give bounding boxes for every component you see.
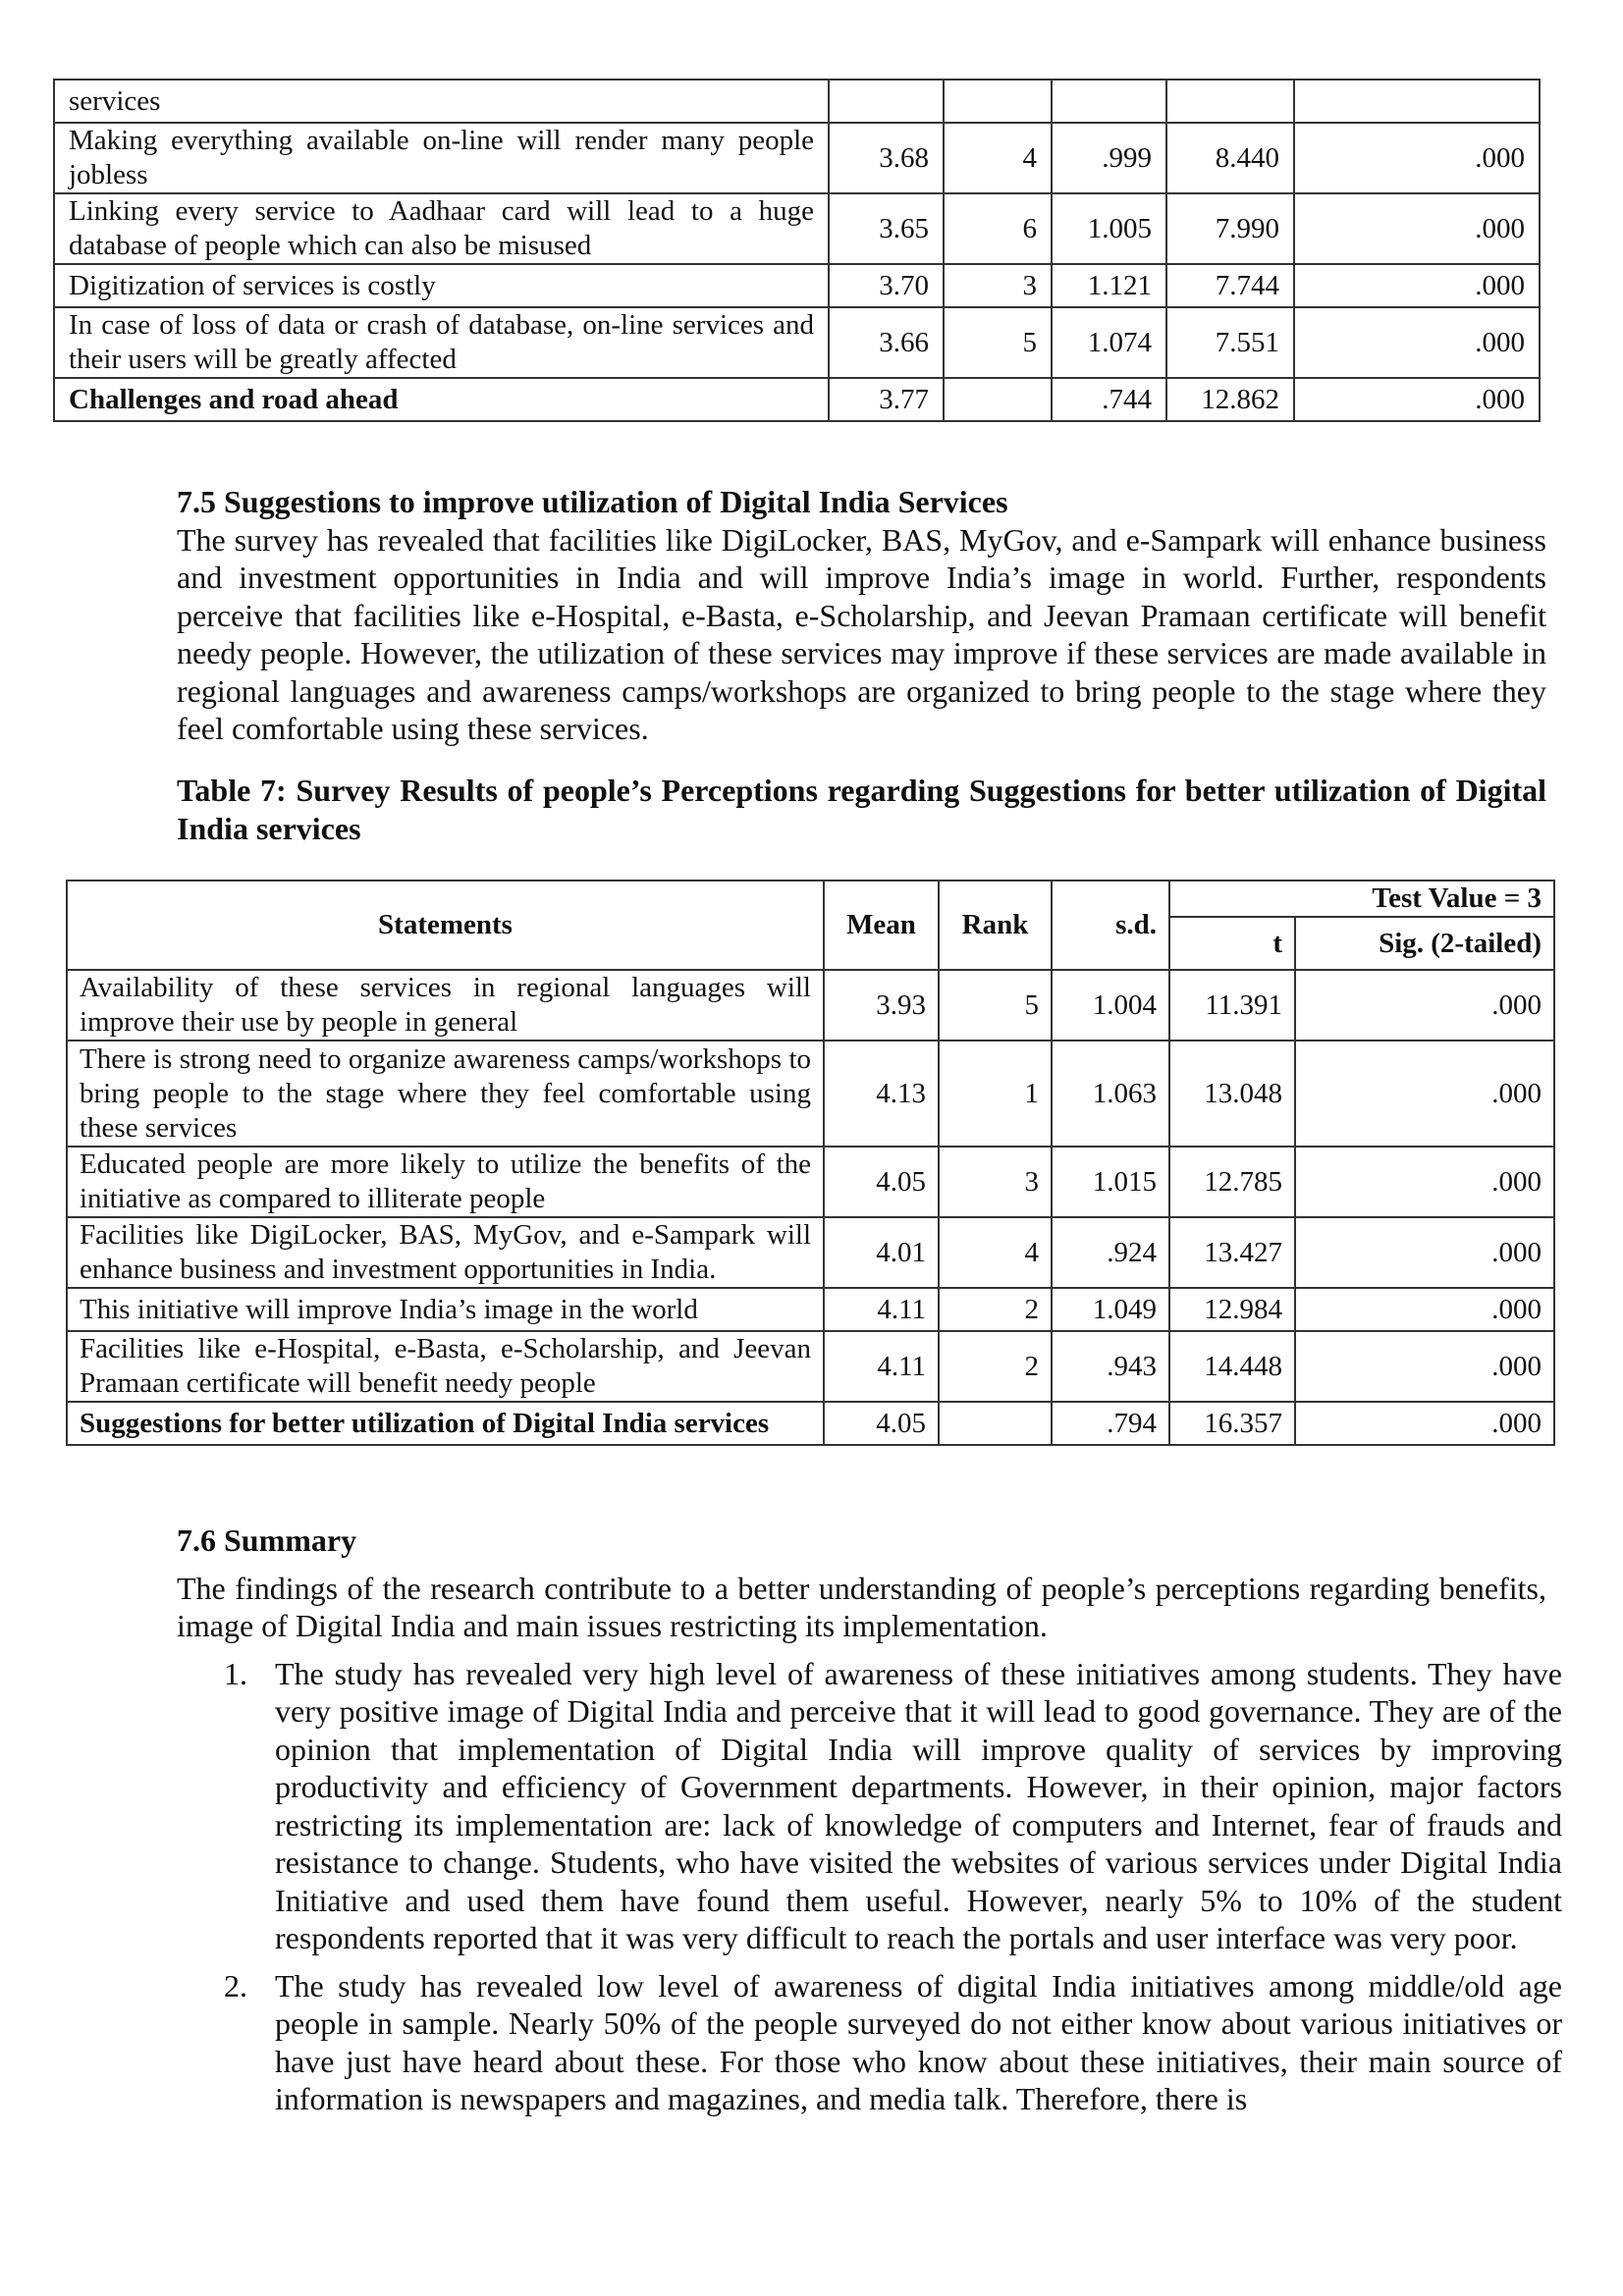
sd-cell: 1.049 (1052, 1288, 1169, 1331)
sig-cell: .000 (1295, 970, 1554, 1041)
table-row (67, 1217, 1554, 1288)
mean-cell: 3.93 (824, 970, 939, 1041)
t-cell: 7.551 (1166, 307, 1294, 378)
rank-cell (944, 378, 1052, 421)
rank-cell (944, 80, 1052, 123)
statement-cell: Linking every service to Aadhaar card will lead to a huge database of people which can also be misused (54, 193, 829, 264)
sd-cell: .943 (1052, 1331, 1169, 1402)
t-cell: 13.048 (1169, 1041, 1295, 1147)
table-7 (66, 880, 1555, 1446)
t-cell: 12.862 (1166, 378, 1294, 421)
mean-cell: 4.11 (824, 1288, 939, 1331)
sig-cell: .000 (1295, 1402, 1554, 1445)
header-sd: s.d. (1052, 881, 1169, 970)
sd-cell: .744 (1052, 378, 1166, 421)
table-row (67, 1331, 1554, 1402)
section-7-6 (177, 1522, 1562, 2128)
mean-cell (829, 80, 944, 123)
sd-cell: 1.015 (1052, 1147, 1169, 1217)
list-item-text: The study has revealed low level of awareness of digital India initiatives among middle/old age people in sample. Nearly 50% of the people surveyed do not either know about various initiatives or have just have heard about these. For those who know about these initiatives, their main source of information is newspapers and magazines, and media talk. Therefore, there is (275, 1967, 1562, 2116)
header-statements: Statements (67, 881, 824, 970)
sig-cell: .000 (1295, 1041, 1554, 1147)
sd-cell: 1.004 (1052, 970, 1169, 1041)
rank-cell: 3 (944, 264, 1052, 307)
sig-cell: .000 (1294, 264, 1540, 307)
header-sig: Sig. (2-tailed) (1295, 917, 1554, 970)
t-cell: 13.427 (1169, 1217, 1295, 1288)
rank-cell: 5 (939, 970, 1052, 1041)
t-cell: 16.357 (1169, 1402, 1295, 1445)
header-t: t (1169, 917, 1295, 970)
table-7-caption (177, 772, 1546, 847)
rank-cell: 4 (939, 1217, 1052, 1288)
paragraph: The findings of the research contribute to a better understanding of people’s perceptions regarding benefits, image of Digital India and main issues restricting its implementation. (177, 1570, 1546, 1643)
header-test-value: Test Value = 3 (1169, 881, 1554, 917)
paragraph: The survey has revealed that facilities like DigiLocker, BAS, MyGov, and e-Sampark will enhance business and investment opportunities in India and will improve India’s image in world. Further, respondents perceive that facilities like e-Hospital, e-Basta, e-Scholarship, and Jeevan Pramaan certificate will benefit needy people. However, the utilization of these services may improve if these services are made available in regional languages and awareness camps/workshops are organized to bring people to the stage where they feel comfortable using these services. (177, 521, 1546, 746)
rank-cell: 2 (939, 1288, 1052, 1331)
t-cell (1166, 80, 1294, 123)
statement-cell: services (54, 80, 829, 123)
list-item (177, 1655, 1562, 1957)
t-cell: 7.990 (1166, 193, 1294, 264)
mean-cell: 3.68 (829, 123, 944, 193)
mean-cell: 3.66 (829, 307, 944, 378)
rank-cell: 6 (944, 193, 1052, 264)
sig-cell: .000 (1294, 307, 1540, 378)
table-6-continued (53, 79, 1541, 422)
mean-cell: 4.05 (824, 1402, 939, 1445)
statement-cell: Educated people are more likely to utilize the benefits of the initiative as compared to illiterate people (67, 1147, 824, 1217)
mean-cell: 4.11 (824, 1331, 939, 1402)
section-heading: 7.5 Suggestions to improve utilization of Digital India Services (177, 484, 1008, 519)
statement-cell: Availability of these services in regional languages will improve their use by people in general (67, 970, 824, 1041)
table-row (67, 1041, 1554, 1147)
list-item-text: The study has revealed very high level of awareness of these initiatives among students. They have very positive image of Digital India and perceive that it will lead to good governance. They are of the opinion that implementation of Digital India will improve quality of services by improving productivity and efficiency of Government departments. However, in their opinion, major factors restricting its implementation are: lack of knowledge of computers and Internet, fear of frauds and resistance to change. Students, who have visited the websites of various services under Digital India Initiative and used them have found them useful. However, nearly 5% to 10% of the student respondents reported that it was very difficult to reach the portals and user interface was very poor. (275, 1655, 1562, 1955)
rank-cell (939, 1402, 1052, 1445)
sd-cell: 1.121 (1052, 264, 1166, 307)
sig-cell: .000 (1294, 193, 1540, 264)
mean-cell: 3.65 (829, 193, 944, 264)
table-row (67, 1147, 1554, 1217)
rank-cell: 1 (939, 1041, 1052, 1147)
mean-cell: 4.13 (824, 1041, 939, 1147)
t-cell: 7.744 (1166, 264, 1294, 307)
table-row-total (67, 1402, 1554, 1445)
sd-cell: .924 (1052, 1217, 1169, 1288)
mean-cell: 3.77 (829, 378, 944, 421)
summary-list (177, 1655, 1562, 2118)
section-7-5 (177, 483, 1546, 748)
table-caption: Table 7: Survey Results of people’s Perceptions regarding Suggestions for better utilization of Digital India services (177, 773, 1546, 846)
table-row-total (54, 378, 1540, 421)
list-item-number: 1. (224, 1655, 247, 1691)
statement-cell: Digitization of services is costly (54, 264, 829, 307)
sig-cell (1294, 80, 1540, 123)
sd-cell: 1.074 (1052, 307, 1166, 378)
table-row (54, 307, 1540, 378)
sig-cell: .000 (1295, 1288, 1554, 1331)
t-cell: 14.448 (1169, 1331, 1295, 1402)
t-cell: 8.440 (1166, 123, 1294, 193)
sd-cell: .999 (1052, 123, 1166, 193)
sd-cell (1052, 80, 1166, 123)
statement-cell: Suggestions for better utilization of Digital India services (67, 1402, 824, 1445)
t-cell: 12.785 (1169, 1147, 1295, 1217)
mean-cell: 3.70 (829, 264, 944, 307)
rank-cell: 4 (944, 123, 1052, 193)
rank-cell: 5 (944, 307, 1052, 378)
sd-cell: 1.005 (1052, 193, 1166, 264)
table-row (67, 1288, 1554, 1331)
statement-cell: Facilities like DigiLocker, BAS, MyGov, and e-Sampark will enhance business and investment opportunities in India. (67, 1217, 824, 1288)
table-row (54, 264, 1540, 307)
t-cell: 11.391 (1169, 970, 1295, 1041)
rank-cell: 2 (939, 1331, 1052, 1402)
section-heading: 7.6 Summary (177, 1522, 357, 1558)
list-item (177, 1967, 1562, 2118)
mean-cell: 4.05 (824, 1147, 939, 1217)
sd-cell: 1.063 (1052, 1041, 1169, 1147)
statement-cell: This initiative will improve India’s image in the world (67, 1288, 824, 1331)
sig-cell: .000 (1295, 1331, 1554, 1402)
sig-cell: .000 (1295, 1147, 1554, 1217)
rank-cell: 3 (939, 1147, 1052, 1217)
mean-cell: 4.01 (824, 1217, 939, 1288)
sig-cell: .000 (1294, 378, 1540, 421)
header-mean: Mean (824, 881, 939, 970)
sd-cell: .794 (1052, 1402, 1169, 1445)
table-header-row (67, 881, 1554, 917)
table-row (54, 80, 1540, 123)
statement-cell: Facilities like e-Hospital, e-Basta, e-Scholarship, and Jeevan Pramaan certificate will benefit needy people (67, 1331, 824, 1402)
header-rank: Rank (939, 881, 1052, 970)
statement-cell: Making everything available on-line will render many people jobless (54, 123, 829, 193)
sig-cell: .000 (1295, 1217, 1554, 1288)
table-row (54, 123, 1540, 193)
table-row (54, 193, 1540, 264)
statement-cell: Challenges and road ahead (54, 378, 829, 421)
statement-cell: In case of loss of data or crash of database, on-line services and their users will be greatly affected (54, 307, 829, 378)
table-row (67, 970, 1554, 1041)
list-item-number: 2. (224, 1967, 247, 2003)
statement-cell: There is strong need to organize awareness camps/workshops to bring people to the stage where they feel comfortable using these services (67, 1041, 824, 1147)
t-cell: 12.984 (1169, 1288, 1295, 1331)
sig-cell: .000 (1294, 123, 1540, 193)
